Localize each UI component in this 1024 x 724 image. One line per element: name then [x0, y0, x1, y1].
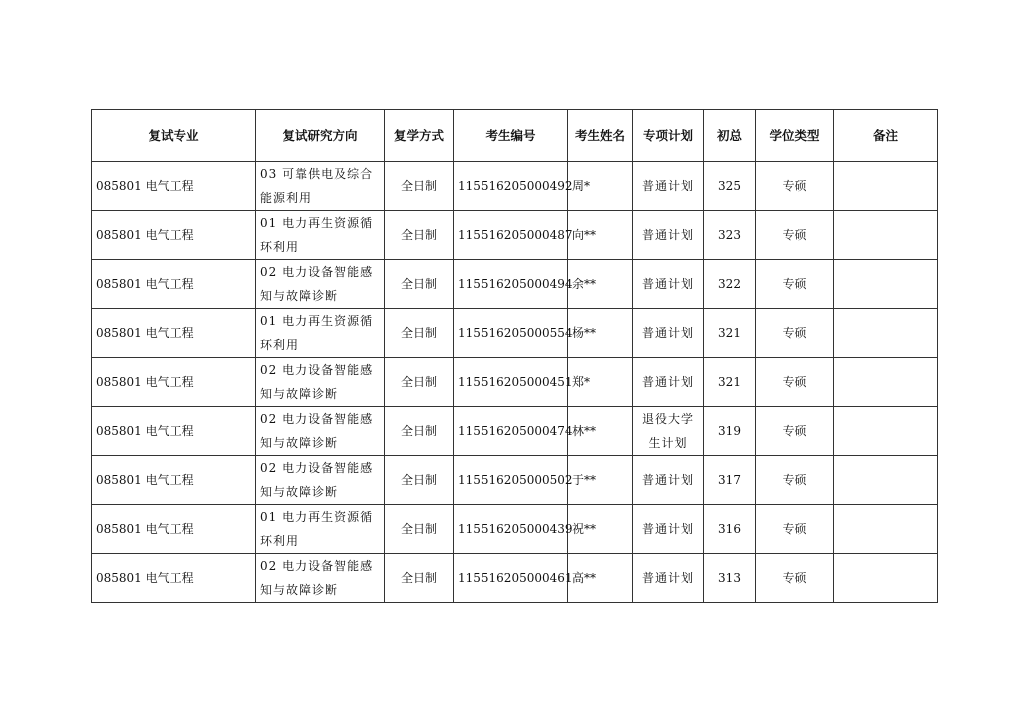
cell-candidate-name: 向** [568, 211, 633, 260]
cell-direction: 01 电力再生资源循环利用 [256, 211, 385, 260]
table-row [92, 554, 938, 603]
cell-candidate-name: 周* [568, 162, 633, 211]
cell-degree-type: 专硕 [756, 309, 834, 358]
cell-direction: 01 电力再生资源循环利用 [256, 309, 385, 358]
cell-major: 085801 电气工程 [92, 260, 256, 309]
table-row [92, 358, 938, 407]
cell-initial-score: 322 [704, 260, 756, 309]
cell-candidate-id: 115516205000492 [454, 162, 568, 211]
cell-major: 085801 电气工程 [92, 505, 256, 554]
header-initial-score: 初总 [704, 110, 756, 162]
cell-initial-score: 316 [704, 505, 756, 554]
cell-mode: 全日制 [385, 456, 454, 505]
cell-candidate-id: 115516205000439 [454, 505, 568, 554]
cell-direction: 02 电力设备智能感知与故障诊断 [256, 456, 385, 505]
cell-special-plan: 普通计划 [633, 260, 704, 309]
cell-major: 085801 电气工程 [92, 407, 256, 456]
cell-major: 085801 电气工程 [92, 162, 256, 211]
cell-special-plan: 普通计划 [633, 505, 704, 554]
cell-degree-type: 专硕 [756, 505, 834, 554]
cell-notes [834, 456, 938, 505]
cell-degree-type: 专硕 [756, 162, 834, 211]
cell-notes [834, 309, 938, 358]
cell-candidate-name: 于** [568, 456, 633, 505]
cell-special-plan: 普通计划 [633, 309, 704, 358]
cell-major: 085801 电气工程 [92, 456, 256, 505]
cell-candidate-name: 余** [568, 260, 633, 309]
header-candidate-name: 考生姓名 [568, 110, 633, 162]
table-header [92, 110, 938, 162]
cell-direction: 02 电力设备智能感知与故障诊断 [256, 554, 385, 603]
cell-candidate-id: 115516205000502 [454, 456, 568, 505]
cell-special-plan: 普通计划 [633, 554, 704, 603]
cell-notes [834, 260, 938, 309]
cell-direction: 02 电力设备智能感知与故障诊断 [256, 260, 385, 309]
cell-initial-score: 313 [704, 554, 756, 603]
cell-candidate-id: 115516205000554 [454, 309, 568, 358]
cell-mode: 全日制 [385, 554, 454, 603]
cell-initial-score: 325 [704, 162, 756, 211]
cell-candidate-id: 115516205000451 [454, 358, 568, 407]
cell-notes [834, 505, 938, 554]
cell-candidate-id: 115516205000461 [454, 554, 568, 603]
cell-notes [834, 211, 938, 260]
table-row [92, 407, 938, 456]
cell-mode: 全日制 [385, 260, 454, 309]
cell-special-plan: 退役大学生计划 [633, 407, 704, 456]
header-notes: 备注 [834, 110, 938, 162]
cell-major: 085801 电气工程 [92, 554, 256, 603]
cell-degree-type: 专硕 [756, 554, 834, 603]
cell-initial-score: 321 [704, 358, 756, 407]
cell-candidate-name: 高** [568, 554, 633, 603]
cell-special-plan: 普通计划 [633, 211, 704, 260]
cell-special-plan: 普通计划 [633, 456, 704, 505]
table-row [92, 456, 938, 505]
cell-direction: 02 电力设备智能感知与故障诊断 [256, 358, 385, 407]
table-row [92, 309, 938, 358]
cell-initial-score: 319 [704, 407, 756, 456]
cell-candidate-name: 祝** [568, 505, 633, 554]
cell-notes [834, 554, 938, 603]
table-body [92, 162, 938, 603]
cell-special-plan: 普通计划 [633, 358, 704, 407]
cell-mode: 全日制 [385, 358, 454, 407]
cell-initial-score: 317 [704, 456, 756, 505]
cell-direction: 03 可靠供电及综合能源利用 [256, 162, 385, 211]
cell-degree-type: 专硕 [756, 211, 834, 260]
cell-candidate-id: 115516205000487 [454, 211, 568, 260]
cell-mode: 全日制 [385, 211, 454, 260]
table-row [92, 260, 938, 309]
cell-major: 085801 电气工程 [92, 358, 256, 407]
header-special-plan: 专项计划 [633, 110, 704, 162]
cell-special-plan: 普通计划 [633, 162, 704, 211]
cell-major: 085801 电气工程 [92, 211, 256, 260]
cell-candidate-name: 郑* [568, 358, 633, 407]
cell-notes [834, 358, 938, 407]
cell-candidate-id: 115516205000474 [454, 407, 568, 456]
header-mode: 复学方式 [385, 110, 454, 162]
cell-degree-type: 专硕 [756, 260, 834, 309]
cell-mode: 全日制 [385, 309, 454, 358]
cell-candidate-name: 林** [568, 407, 633, 456]
header-degree-type: 学位类型 [756, 110, 834, 162]
cell-mode: 全日制 [385, 505, 454, 554]
table-row [92, 505, 938, 554]
admission-table [91, 109, 938, 603]
cell-notes [834, 407, 938, 456]
cell-candidate-name: 杨** [568, 309, 633, 358]
cell-degree-type: 专硕 [756, 456, 834, 505]
header-row [92, 110, 938, 162]
cell-initial-score: 323 [704, 211, 756, 260]
cell-mode: 全日制 [385, 407, 454, 456]
cell-candidate-id: 115516205000494 [454, 260, 568, 309]
cell-degree-type: 专硕 [756, 358, 834, 407]
cell-direction: 01 电力再生资源循环利用 [256, 505, 385, 554]
cell-major: 085801 电气工程 [92, 309, 256, 358]
table-row [92, 211, 938, 260]
table-row [92, 162, 938, 211]
cell-mode: 全日制 [385, 162, 454, 211]
header-direction: 复试研究方向 [256, 110, 385, 162]
header-major: 复试专业 [92, 110, 256, 162]
cell-initial-score: 321 [704, 309, 756, 358]
header-candidate-id: 考生编号 [454, 110, 568, 162]
cell-degree-type: 专硕 [756, 407, 834, 456]
cell-notes [834, 162, 938, 211]
cell-direction: 02 电力设备智能感知与故障诊断 [256, 407, 385, 456]
